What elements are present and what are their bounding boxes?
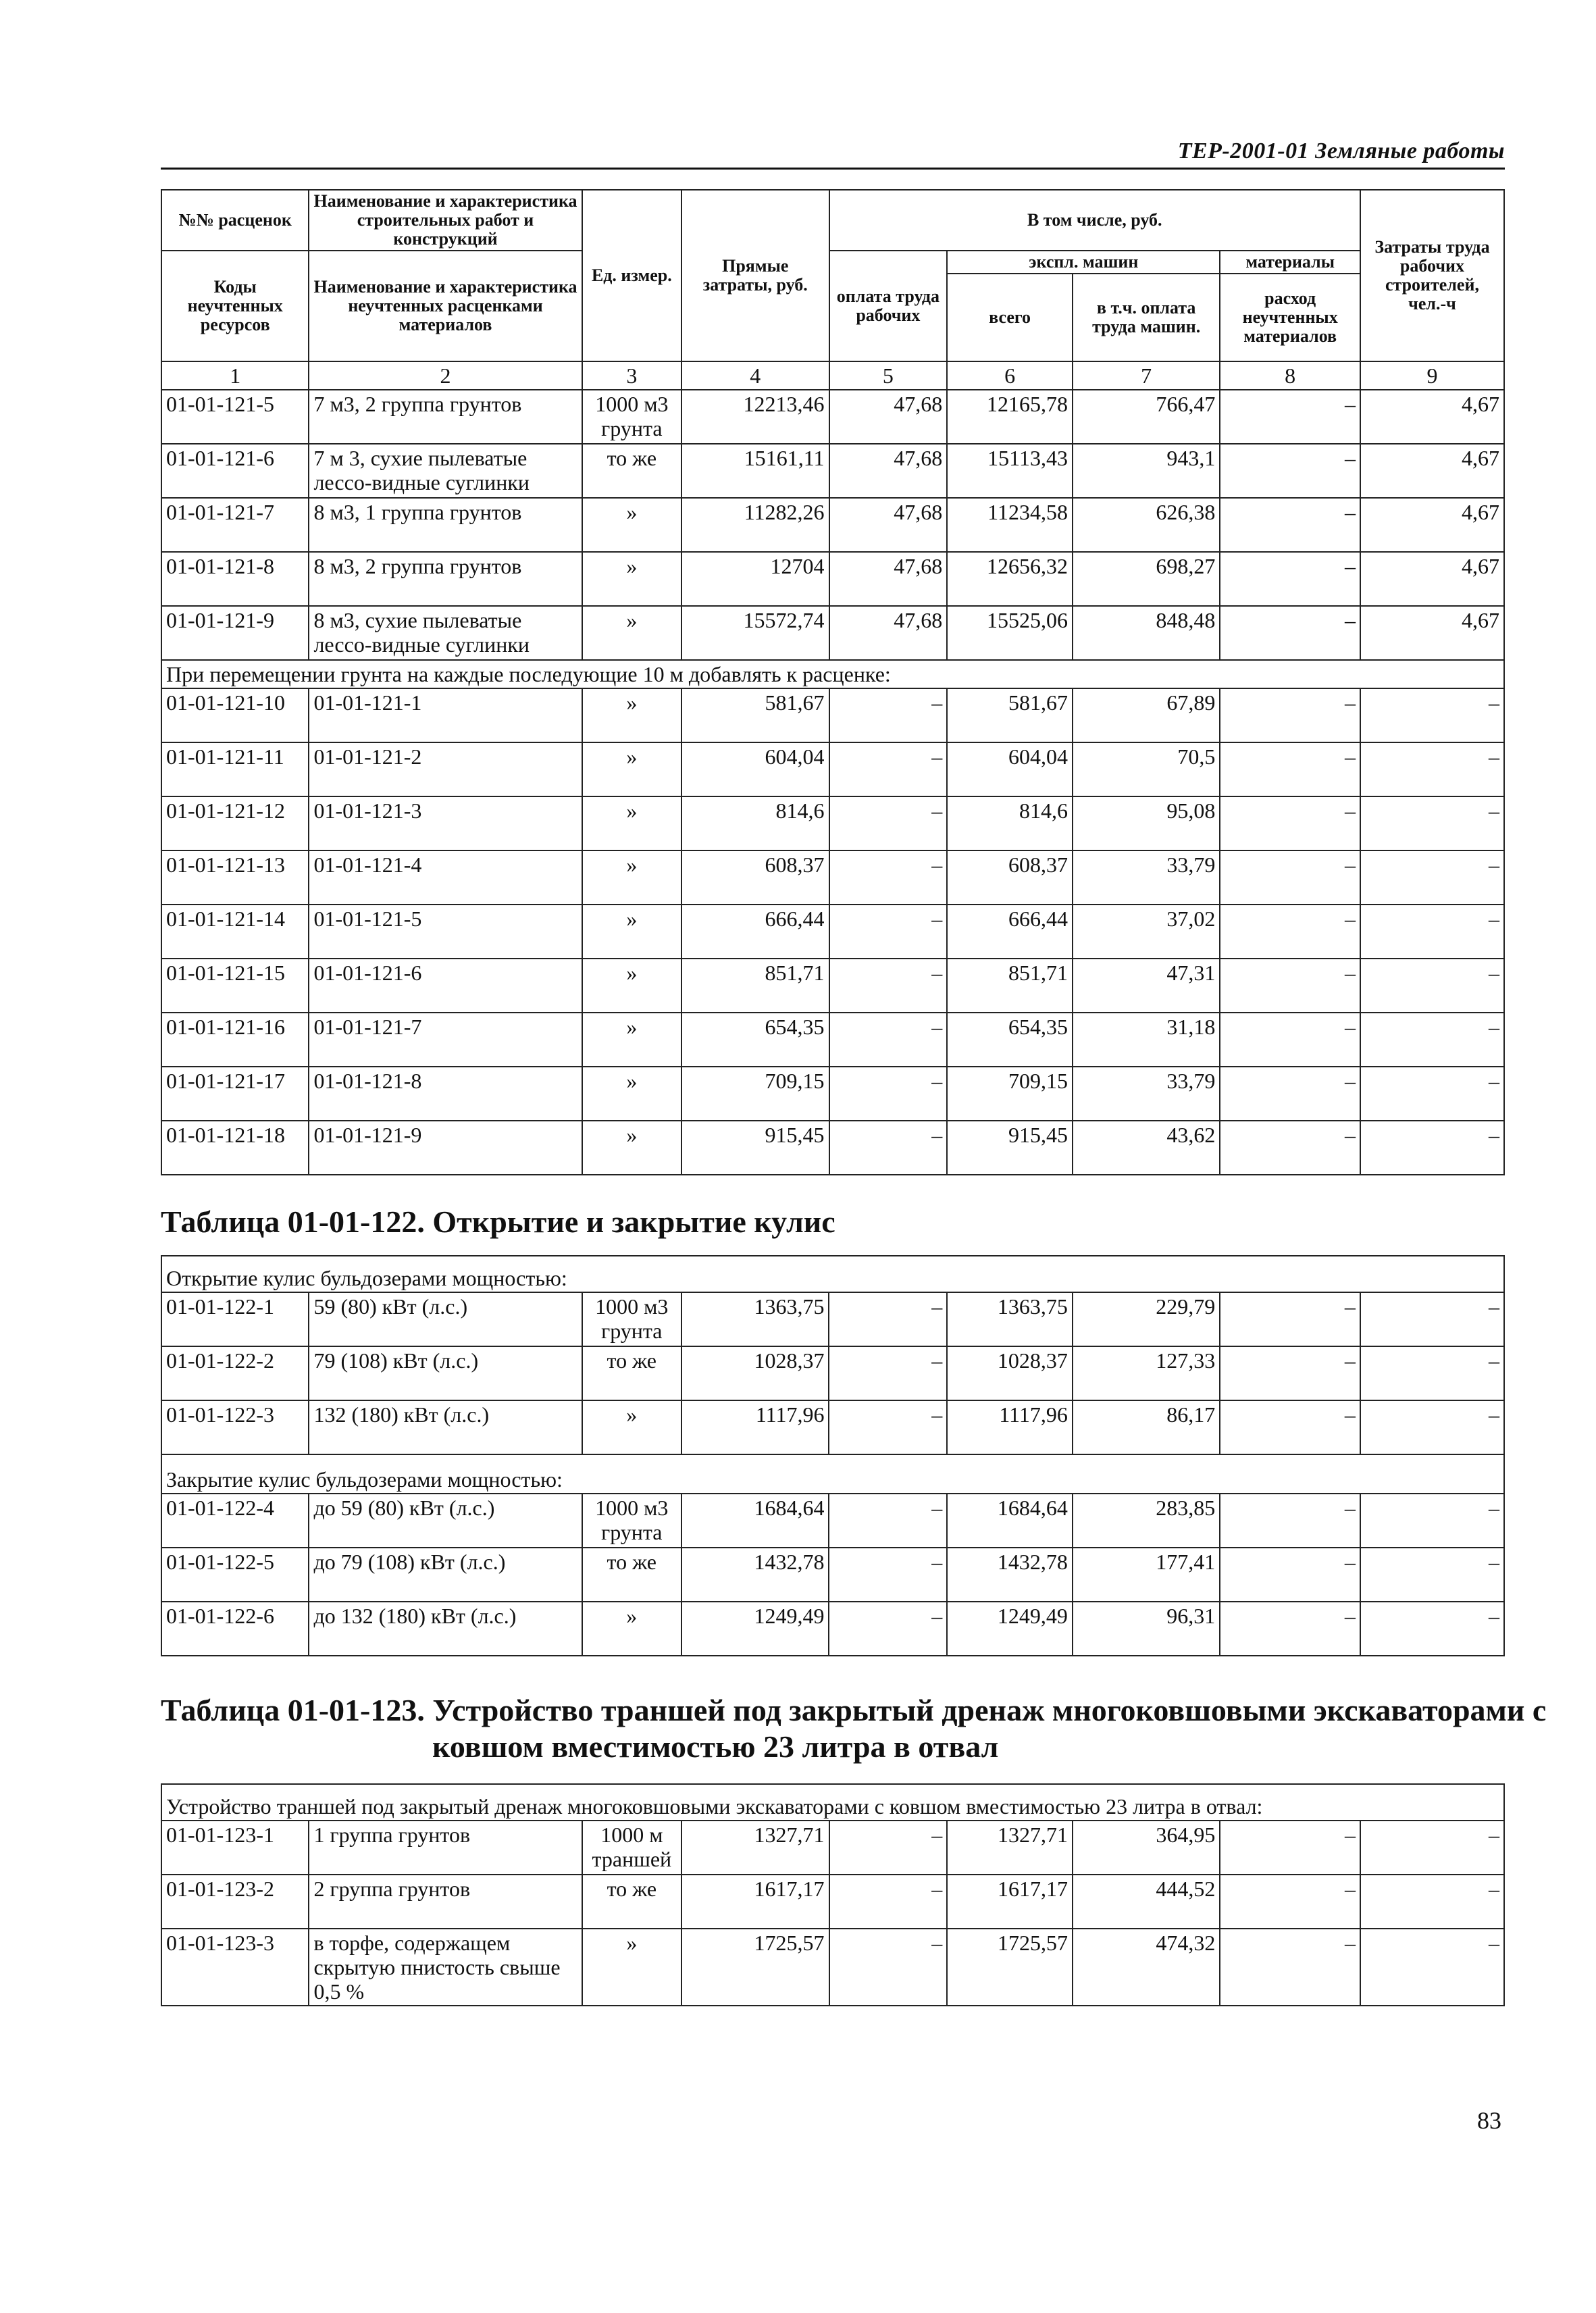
- materials: –: [1220, 390, 1360, 444]
- machine-labor-cost: 177,41: [1073, 1548, 1220, 1602]
- rate-code: 01-01-121-7: [161, 498, 309, 552]
- table-123: [161, 1783, 1505, 2006]
- materials: –: [1220, 552, 1360, 606]
- labor-cost: –: [829, 959, 948, 1013]
- machine-cost: 581,67: [947, 688, 1073, 742]
- labor-cost: –: [829, 796, 948, 850]
- labor-cost: 47,68: [829, 606, 948, 660]
- table-row: [161, 1400, 1504, 1454]
- work-name: 01-01-121-6: [309, 959, 582, 1013]
- rate-code: 01-01-121-10: [161, 688, 309, 742]
- machine-labor-cost: 698,27: [1073, 552, 1220, 606]
- head-materials: материалы: [1220, 251, 1360, 274]
- unit: 1000 м3 грунта: [582, 1292, 681, 1346]
- labor-cost: –: [829, 1400, 947, 1454]
- unit: 1000 м траншей: [582, 1821, 681, 1875]
- work-name: 01-01-121-7: [309, 1013, 582, 1067]
- work-name: 8 м3, 2 группа грунтов: [309, 552, 582, 606]
- head-mach-labor: в т.ч. оплата труда машин.: [1073, 274, 1220, 361]
- column-number: 6: [947, 361, 1073, 390]
- work-name: 01-01-121-9: [309, 1121, 582, 1175]
- head-machines: экспл. машин: [947, 251, 1220, 274]
- work-name: 01-01-121-3: [309, 796, 582, 850]
- machine-cost: 1363,75: [947, 1292, 1073, 1346]
- column-number: 7: [1073, 361, 1220, 390]
- work-name: 01-01-121-5: [309, 905, 582, 959]
- direct-cost: 1028,37: [681, 1346, 829, 1400]
- labor-hours: –: [1360, 1400, 1504, 1454]
- materials: –: [1220, 1821, 1360, 1875]
- direct-cost: 604,04: [681, 742, 829, 796]
- rate-code: 01-01-121-8: [161, 552, 309, 606]
- direct-cost: 666,44: [681, 905, 829, 959]
- work-name: 2 группа грунтов: [309, 1875, 582, 1929]
- table-row: [161, 1602, 1504, 1656]
- head-col2-bottom: Наименование и характеристика неучтенных расценками материалов: [309, 251, 582, 361]
- work-name: 1 группа грунтов: [309, 1821, 582, 1875]
- labor-cost: –: [829, 905, 948, 959]
- direct-cost: 1725,57: [681, 1929, 829, 2006]
- machine-cost: 608,37: [947, 850, 1073, 905]
- rate-code: 01-01-123-1: [161, 1821, 309, 1875]
- rate-code: 01-01-122-5: [161, 1548, 309, 1602]
- machine-cost: 1327,71: [947, 1821, 1073, 1875]
- rate-code: 01-01-121-14: [161, 905, 309, 959]
- main-table: [161, 189, 1505, 1175]
- unit: »: [582, 850, 681, 905]
- unit: »: [582, 552, 681, 606]
- labor-hours: –: [1360, 850, 1504, 905]
- machine-cost: 915,45: [947, 1121, 1073, 1175]
- materials: –: [1220, 1121, 1360, 1175]
- work-name: 8 м3, 1 группа грунтов: [309, 498, 582, 552]
- machine-labor-cost: 70,5: [1073, 742, 1220, 796]
- labor-hours: –: [1360, 1067, 1504, 1121]
- table-row: [161, 850, 1504, 905]
- unit: то же: [582, 1875, 681, 1929]
- section-row: [161, 1454, 1504, 1494]
- work-name: 59 (80) кВт (л.с.): [309, 1292, 582, 1346]
- unit: »: [582, 796, 681, 850]
- machine-labor-cost: 33,79: [1073, 850, 1220, 905]
- labor-cost: –: [829, 1013, 948, 1067]
- machine-labor-cost: 943,1: [1073, 444, 1220, 498]
- rate-code: 01-01-122-1: [161, 1292, 309, 1346]
- machine-labor-cost: 95,08: [1073, 796, 1220, 850]
- labor-cost: –: [829, 1494, 947, 1548]
- work-name: 79 (108) кВт (л.с.): [309, 1346, 582, 1400]
- materials: –: [1220, 1875, 1360, 1929]
- unit: »: [582, 1929, 681, 2006]
- direct-cost: 12704: [681, 552, 829, 606]
- rows-a: [161, 390, 1504, 660]
- machine-cost: 851,71: [947, 959, 1073, 1013]
- labor-cost: –: [829, 1602, 947, 1656]
- column-number: 8: [1220, 361, 1360, 390]
- rows-122-close: [161, 1494, 1504, 1656]
- labor-hours: –: [1360, 1548, 1504, 1602]
- machine-labor-cost: 67,89: [1073, 688, 1220, 742]
- head-col1-bottom: Коды неучтенных ресурсов: [161, 251, 309, 361]
- machine-cost: 604,04: [947, 742, 1073, 796]
- labor-cost: –: [829, 1292, 947, 1346]
- machine-cost: 1684,64: [947, 1494, 1073, 1548]
- machine-labor-cost: 31,18: [1073, 1013, 1220, 1067]
- direct-cost: 851,71: [681, 959, 829, 1013]
- labor-hours: –: [1360, 1875, 1504, 1929]
- header-rule: [161, 168, 1505, 170]
- direct-cost: 12213,46: [681, 390, 829, 444]
- unit: 1000 м3 грунта: [582, 390, 681, 444]
- rate-code: 01-01-121-9: [161, 606, 309, 660]
- section-text: Устройство траншей под закрытый дренаж многоковшовыми экскаваторами с ковшом вместимостью 23 литра в отвал:: [161, 1784, 1504, 1821]
- machine-cost: 666,44: [947, 905, 1073, 959]
- materials: –: [1220, 1013, 1360, 1067]
- unit: »: [582, 1067, 681, 1121]
- labor-hours: –: [1360, 1821, 1504, 1875]
- direct-cost: 15572,74: [681, 606, 829, 660]
- materials: –: [1220, 1067, 1360, 1121]
- table-row: [161, 688, 1504, 742]
- direct-cost: 15161,11: [681, 444, 829, 498]
- labor-hours: 4,67: [1360, 498, 1504, 552]
- work-name: 01-01-121-2: [309, 742, 582, 796]
- rate-code: 01-01-123-3: [161, 1929, 309, 2006]
- materials: –: [1220, 1929, 1360, 2006]
- unit: »: [582, 498, 681, 552]
- rate-code: 01-01-121-18: [161, 1121, 309, 1175]
- machine-cost: 1432,78: [947, 1548, 1073, 1602]
- machine-cost: 1028,37: [947, 1346, 1073, 1400]
- table-122-title: Таблица 01-01-122. Открытие и закрытие кулис: [161, 1204, 835, 1239]
- work-name: 132 (180) кВт (л.с.): [309, 1400, 582, 1454]
- direct-cost: 654,35: [681, 1013, 829, 1067]
- materials: –: [1220, 1346, 1360, 1400]
- table-row: [161, 1821, 1504, 1875]
- machine-cost: 709,15: [947, 1067, 1073, 1121]
- direct-cost: 1432,78: [681, 1548, 829, 1602]
- materials: –: [1220, 1400, 1360, 1454]
- direct-cost: 581,67: [681, 688, 829, 742]
- machine-cost: 1617,17: [947, 1875, 1073, 1929]
- table-row: [161, 1121, 1504, 1175]
- labor-cost: –: [829, 742, 948, 796]
- table-row: [161, 1292, 1504, 1346]
- materials: –: [1220, 905, 1360, 959]
- materials: –: [1220, 444, 1360, 498]
- labor-cost: –: [829, 1067, 948, 1121]
- section-row: [161, 1784, 1504, 1821]
- rows-b: [161, 688, 1504, 1175]
- unit: то же: [582, 444, 681, 498]
- column-number: 4: [681, 361, 829, 390]
- work-name: в торфе, содержащем скрытую пнистость свыше 0,5 %: [309, 1929, 582, 2006]
- materials: –: [1220, 742, 1360, 796]
- labor-cost: –: [829, 1548, 947, 1602]
- head-mat-usage: расход неучтенных материалов: [1220, 274, 1360, 361]
- table-row: [161, 1548, 1504, 1602]
- table-row: [161, 1875, 1504, 1929]
- work-name: 01-01-121-4: [309, 850, 582, 905]
- machine-labor-cost: 444,52: [1073, 1875, 1220, 1929]
- unit: »: [582, 606, 681, 660]
- rate-code: 01-01-121-6: [161, 444, 309, 498]
- machine-cost: 1725,57: [947, 1929, 1073, 2006]
- direct-cost: 1327,71: [681, 1821, 829, 1875]
- head-mach-total: всего: [947, 274, 1073, 361]
- machine-labor-cost: 283,85: [1073, 1494, 1220, 1548]
- table-row: [161, 959, 1504, 1013]
- direct-cost: 814,6: [681, 796, 829, 850]
- labor-cost: 47,68: [829, 498, 948, 552]
- direct-cost: 1117,96: [681, 1400, 829, 1454]
- direct-cost: 608,37: [681, 850, 829, 905]
- labor-hours: –: [1360, 1494, 1504, 1548]
- materials: –: [1220, 796, 1360, 850]
- rate-code: 01-01-121-13: [161, 850, 309, 905]
- rows-123: [161, 1821, 1504, 2006]
- labor-hours: –: [1360, 1602, 1504, 1656]
- head-unit: Ед. измер.: [582, 190, 681, 361]
- materials: –: [1220, 1494, 1360, 1548]
- unit: »: [582, 905, 681, 959]
- labor-hours: –: [1360, 905, 1504, 959]
- rate-code: 01-01-121-17: [161, 1067, 309, 1121]
- materials: –: [1220, 1548, 1360, 1602]
- work-name: 01-01-121-1: [309, 688, 582, 742]
- materials: –: [1220, 1602, 1360, 1656]
- direct-cost: 1617,17: [681, 1875, 829, 1929]
- labor-hours: –: [1360, 1121, 1504, 1175]
- table-row: [161, 796, 1504, 850]
- machine-labor-cost: 229,79: [1073, 1292, 1220, 1346]
- machine-labor-cost: 96,31: [1073, 1602, 1220, 1656]
- machine-labor-cost: 766,47: [1073, 390, 1220, 444]
- direct-cost: 709,15: [681, 1067, 829, 1121]
- section-row: [161, 1256, 1504, 1292]
- labor-hours: –: [1360, 1346, 1504, 1400]
- labor-cost: –: [829, 1121, 948, 1175]
- machine-labor-cost: 127,33: [1073, 1346, 1220, 1400]
- unit: то же: [582, 1548, 681, 1602]
- rate-code: 01-01-121-12: [161, 796, 309, 850]
- machine-labor-cost: 37,02: [1073, 905, 1220, 959]
- machine-cost: 814,6: [947, 796, 1073, 850]
- table-row: [161, 742, 1504, 796]
- machine-cost: 11234,58: [947, 498, 1073, 552]
- labor-hours: –: [1360, 1292, 1504, 1346]
- unit: »: [582, 959, 681, 1013]
- table-123-title-line1: Таблица 01-01-123. Устройство траншей под закрытый дренаж многоковшовыми экскаваторами с: [161, 1693, 1547, 1727]
- labor-cost: 47,68: [829, 390, 948, 444]
- table-row: [161, 1346, 1504, 1400]
- direct-cost: 1249,49: [681, 1602, 829, 1656]
- table-row: [161, 390, 1504, 444]
- direct-cost: 915,45: [681, 1121, 829, 1175]
- direct-cost: 11282,26: [681, 498, 829, 552]
- rate-code: 01-01-121-11: [161, 742, 309, 796]
- rows-122-open: [161, 1292, 1504, 1454]
- head-direct: Прямые затраты, руб.: [681, 190, 829, 361]
- labor-hours: –: [1360, 1929, 1504, 2006]
- table-122: [161, 1255, 1505, 1656]
- labor-hours: 4,67: [1360, 552, 1504, 606]
- table-row: [161, 444, 1504, 498]
- labor-cost: –: [829, 1875, 948, 1929]
- table-row: [161, 552, 1504, 606]
- labor-hours: –: [1360, 959, 1504, 1013]
- machine-cost: 654,35: [947, 1013, 1073, 1067]
- head-group: В том числе, руб.: [829, 190, 1360, 251]
- labor-hours: 4,67: [1360, 390, 1504, 444]
- machine-cost: 1249,49: [947, 1602, 1073, 1656]
- rate-code: 01-01-122-6: [161, 1602, 309, 1656]
- table-row: [161, 905, 1504, 959]
- labor-hours: 4,67: [1360, 444, 1504, 498]
- labor-cost: –: [829, 850, 948, 905]
- machine-labor-cost: 43,62: [1073, 1121, 1220, 1175]
- direct-cost: 1684,64: [681, 1494, 829, 1548]
- machine-labor-cost: 364,95: [1073, 1821, 1220, 1875]
- rate-code: 01-01-122-3: [161, 1400, 309, 1454]
- unit: »: [582, 1013, 681, 1067]
- labor-cost: –: [829, 688, 948, 742]
- work-name: 7 м 3, сухие пылеватые лессо-видные суглинки: [309, 444, 582, 498]
- unit: »: [582, 1121, 681, 1175]
- labor-cost: –: [829, 1346, 947, 1400]
- unit: »: [582, 688, 681, 742]
- unit: »: [582, 1602, 681, 1656]
- table-row: [161, 1929, 1504, 2006]
- table-row: [161, 1494, 1504, 1548]
- labor-cost: 47,68: [829, 552, 948, 606]
- labor-cost: –: [829, 1821, 948, 1875]
- head-hours: Затраты труда рабочих строителей, чел.-ч: [1360, 190, 1504, 361]
- table-row: [161, 606, 1504, 660]
- head-col2-top: Наименование и характеристика строительных работ и конструкций: [309, 190, 582, 251]
- column-number: 2: [309, 361, 582, 390]
- materials: –: [1220, 498, 1360, 552]
- machine-cost: 15113,43: [947, 444, 1073, 498]
- head-labor: оплата труда рабочих: [829, 251, 948, 361]
- table-row: [161, 1013, 1504, 1067]
- labor-hours: 4,67: [1360, 606, 1504, 660]
- table-row: [161, 1067, 1504, 1121]
- machine-cost: 12656,32: [947, 552, 1073, 606]
- column-number: 9: [1360, 361, 1504, 390]
- machine-labor-cost: 47,31: [1073, 959, 1220, 1013]
- materials: –: [1220, 850, 1360, 905]
- rate-code: 01-01-121-5: [161, 390, 309, 444]
- labor-hours: –: [1360, 1013, 1504, 1067]
- labor-hours: –: [1360, 688, 1504, 742]
- section-row: [161, 660, 1504, 688]
- work-name: 01-01-121-8: [309, 1067, 582, 1121]
- work-name: 7 м3, 2 группа грунтов: [309, 390, 582, 444]
- rate-code: 01-01-121-15: [161, 959, 309, 1013]
- section-text: Закрытие кулис бульдозерами мощностью:: [161, 1454, 1504, 1494]
- rate-code: 01-01-122-4: [161, 1494, 309, 1548]
- column-numbers-row: [161, 361, 1504, 390]
- page-number: 83: [1477, 2107, 1501, 2134]
- machine-cost: 12165,78: [947, 390, 1073, 444]
- work-name: до 79 (108) кВт (л.с.): [309, 1548, 582, 1602]
- machine-cost: 15525,06: [947, 606, 1073, 660]
- table-123-title: [161, 1692, 1546, 1765]
- labor-hours: –: [1360, 796, 1504, 850]
- labor-hours: –: [1360, 742, 1504, 796]
- work-name: до 59 (80) кВт (л.с.): [309, 1494, 582, 1548]
- rate-code: 01-01-121-16: [161, 1013, 309, 1067]
- machine-labor-cost: 848,48: [1073, 606, 1220, 660]
- column-number: 3: [582, 361, 681, 390]
- labor-cost: –: [829, 1929, 948, 2006]
- table-row: [161, 498, 1504, 552]
- work-name: до 132 (180) кВт (л.с.): [309, 1602, 582, 1656]
- machine-labor-cost: 33,79: [1073, 1067, 1220, 1121]
- materials: –: [1220, 1292, 1360, 1346]
- machine-cost: 1117,96: [947, 1400, 1073, 1454]
- section-text: При перемещении грунта на каждые последующие 10 м добавлять к расценке:: [161, 660, 1504, 688]
- machine-labor-cost: 474,32: [1073, 1929, 1220, 2006]
- unit: 1000 м3 грунта: [582, 1494, 681, 1548]
- column-number: 1: [161, 361, 309, 390]
- work-name: 8 м3, сухие пылеватые лессо-видные суглинки: [309, 606, 582, 660]
- head-col1-top: №№ расценок: [161, 190, 309, 251]
- materials: –: [1220, 688, 1360, 742]
- section-text: Открытие кулис бульдозерами мощностью:: [161, 1256, 1504, 1292]
- unit: »: [582, 1400, 681, 1454]
- unit: »: [582, 742, 681, 796]
- table-123-title-line2: ковшом вместимостью 23 литра в отвал: [432, 1729, 999, 1764]
- column-number: 5: [829, 361, 948, 390]
- materials: –: [1220, 606, 1360, 660]
- unit: то же: [582, 1346, 681, 1400]
- rate-code: 01-01-122-2: [161, 1346, 309, 1400]
- machine-labor-cost: 626,38: [1073, 498, 1220, 552]
- direct-cost: 1363,75: [681, 1292, 829, 1346]
- rate-code: 01-01-123-2: [161, 1875, 309, 1929]
- machine-labor-cost: 86,17: [1073, 1400, 1220, 1454]
- materials: –: [1220, 959, 1360, 1013]
- running-header: ТЕР-2001-01 Земляные работы: [1177, 138, 1505, 163]
- labor-cost: 47,68: [829, 444, 948, 498]
